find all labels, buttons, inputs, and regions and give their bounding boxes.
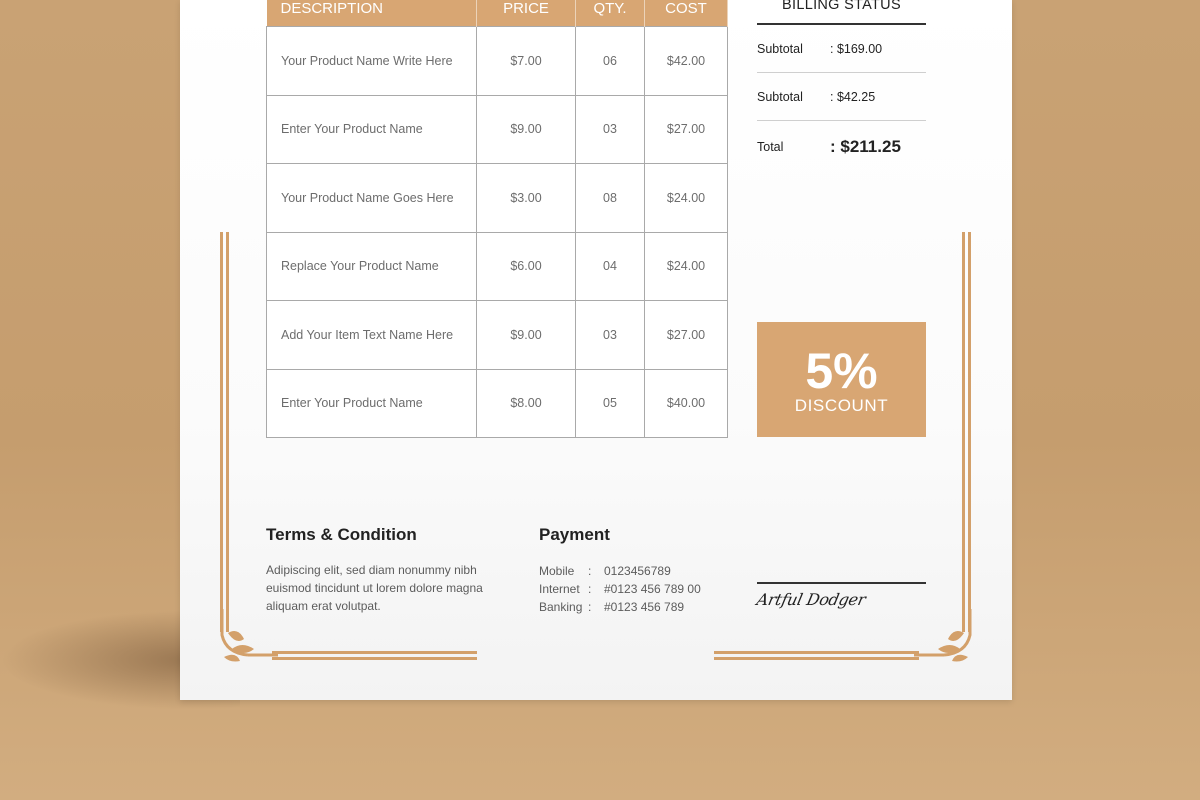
item-qty: 05 — [576, 369, 645, 438]
payment-row-banking — [539, 598, 739, 616]
payment-sep: : — [588, 564, 592, 578]
table-row — [267, 369, 728, 438]
payment-value: 0123456789 — [604, 564, 671, 578]
payment-row-mobile — [539, 562, 739, 580]
items-table — [266, 0, 728, 438]
table-row — [267, 27, 728, 96]
table-row — [267, 95, 728, 164]
item-qty: 08 — [576, 164, 645, 233]
item-price: $8.00 — [477, 369, 576, 438]
ornament-right-line — [962, 232, 972, 632]
billing-label: Total — [757, 140, 784, 154]
billing-value: : $169.00 — [830, 41, 883, 56]
discount-label: DISCOUNT — [794, 396, 889, 415]
item-price: $3.00 — [477, 164, 576, 233]
ornament-left-line — [220, 232, 230, 632]
item-qty: 04 — [576, 232, 645, 301]
terms-section — [266, 525, 506, 615]
header-price: PRICE — [477, 0, 576, 27]
payment-value: #0123 456 789 00 — [604, 582, 701, 596]
discount-percent: 5% — [805, 343, 878, 399]
item-qty: 03 — [576, 301, 645, 370]
item-description: Enter Your Product Name — [267, 369, 477, 438]
item-cost: $24.00 — [645, 232, 728, 301]
item-description: Your Product Name Write Here — [267, 27, 477, 96]
item-cost: $27.00 — [645, 95, 728, 164]
item-price: $7.00 — [477, 27, 576, 96]
ornament-bottom-right-line — [714, 651, 919, 661]
payment-sep: : — [588, 600, 592, 614]
terms-title: Terms & Condition — [266, 525, 417, 544]
item-price: $9.00 — [477, 301, 576, 370]
billing-title: BILLING STATUS — [757, 0, 926, 25]
item-description: Your Product Name Goes Here — [267, 164, 477, 233]
item-cost: $27.00 — [645, 301, 728, 370]
table-row — [267, 301, 728, 370]
billing-status — [757, 0, 926, 173]
item-description: Replace Your Product Name — [267, 232, 477, 301]
item-description: Enter Your Product Name — [267, 95, 477, 164]
header-qty: QTY. — [576, 0, 645, 27]
billing-total-row — [757, 121, 926, 173]
table-row — [267, 232, 728, 301]
item-price: $6.00 — [477, 232, 576, 301]
signature-name: Artful Dodger — [754, 590, 868, 609]
terms-text: Adipiscing elit, sed diam nonummy nibh euismod tincidunt ut lorem dolore magna aliquam erat volutpat. — [266, 563, 483, 613]
item-cost: $24.00 — [645, 164, 728, 233]
item-price: $9.00 — [477, 95, 576, 164]
payment-section — [539, 525, 739, 616]
signature-block — [754, 582, 926, 610]
discount-badge — [757, 322, 926, 437]
billing-subtotal-row — [757, 25, 926, 73]
payment-sep: : — [588, 582, 592, 596]
signature-line — [757, 582, 926, 584]
payment-key: Mobile — [539, 564, 575, 578]
billing-label: Subtotal — [757, 89, 803, 104]
payment-value: #0123 456 789 — [604, 600, 685, 614]
table-header-row — [267, 0, 728, 27]
billing-label: Subtotal — [757, 41, 803, 56]
payment-key: Banking — [539, 600, 583, 614]
ornament-bottom-left-line — [272, 651, 477, 661]
table-row — [267, 164, 728, 233]
payment-row-internet — [539, 580, 739, 598]
payment-title: Payment — [539, 525, 610, 544]
item-description: Add Your Item Text Name Here — [267, 301, 477, 370]
billing-value: : $42.25 — [830, 89, 876, 104]
ornament-corner-right-icon — [904, 605, 974, 665]
payment-key: Internet — [539, 582, 580, 596]
item-cost: $42.00 — [645, 27, 728, 96]
header-cost: COST — [645, 0, 728, 27]
item-qty: 06 — [576, 27, 645, 96]
item-qty: 03 — [576, 95, 645, 164]
header-description: DESCRIPTION — [267, 0, 477, 27]
billing-total-value: : $211.25 — [830, 137, 901, 156]
billing-subtotal-row — [757, 73, 926, 121]
invoice-paper — [180, 0, 1012, 700]
item-cost: $40.00 — [645, 369, 728, 438]
